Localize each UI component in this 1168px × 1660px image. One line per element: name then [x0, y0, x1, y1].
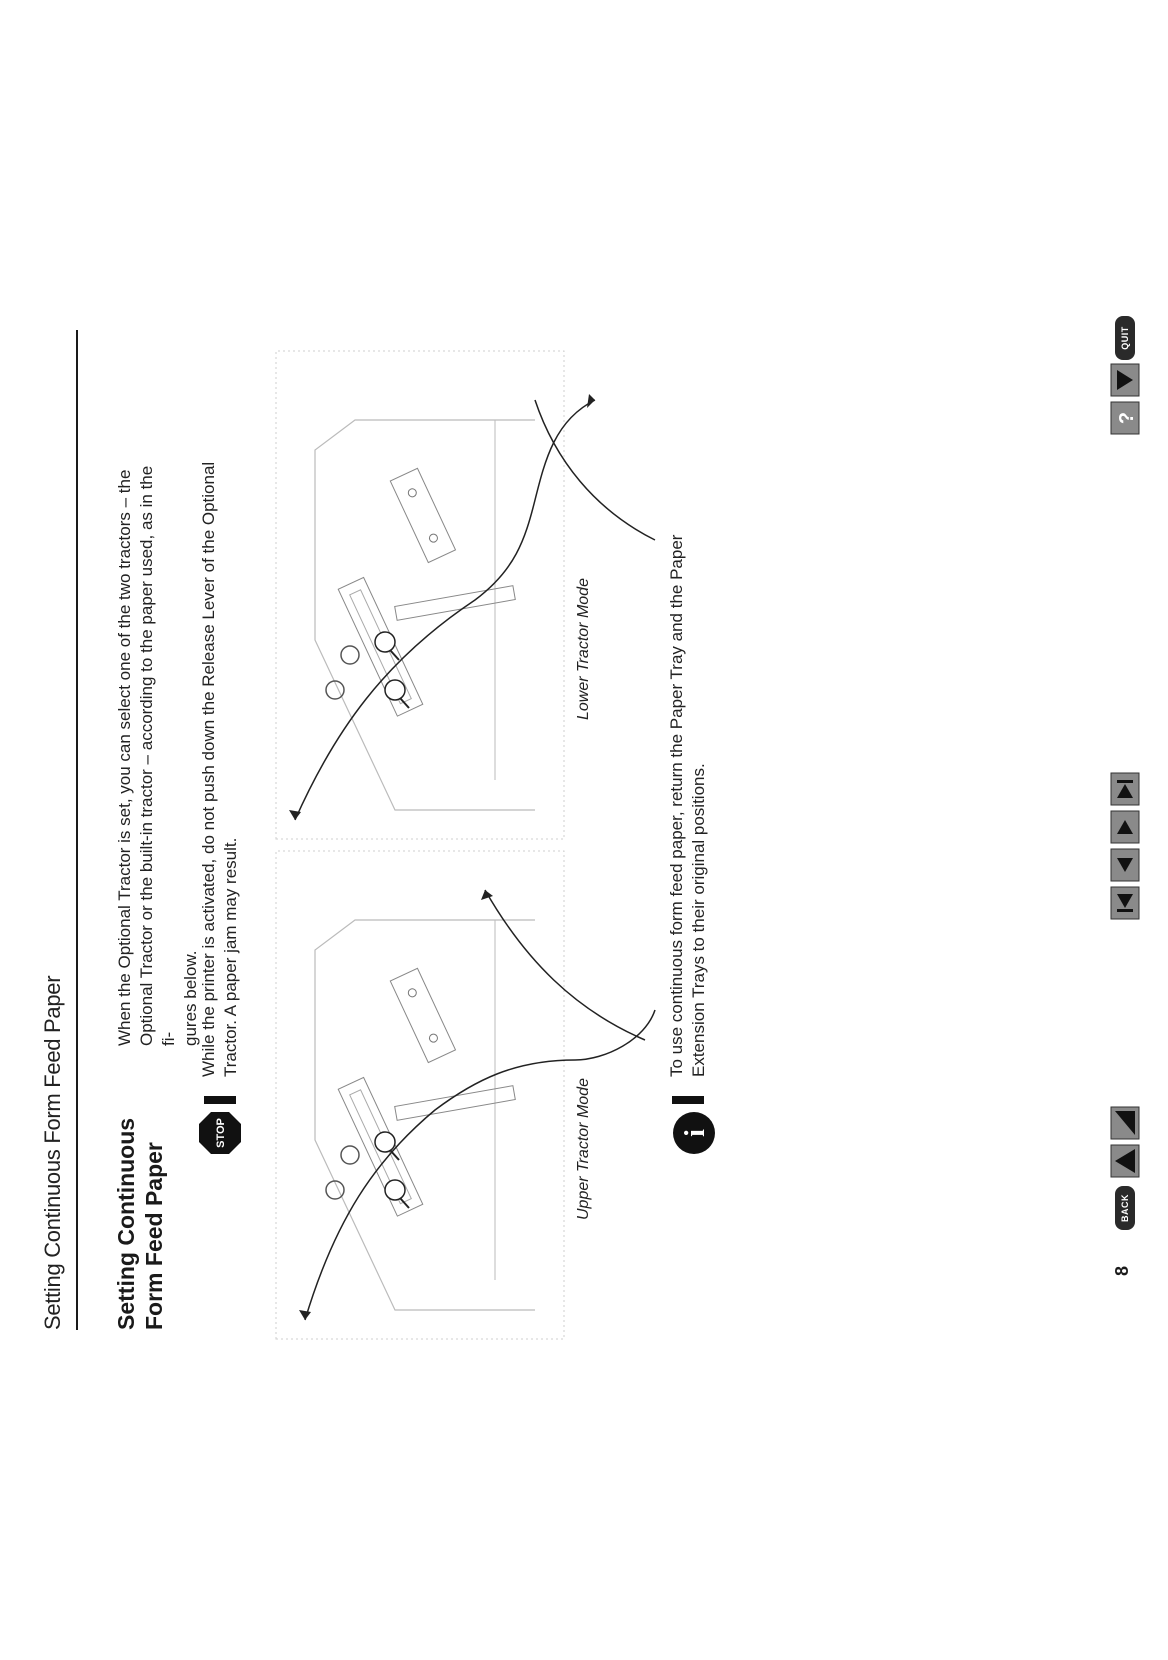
warning-line1: While the printer is activated, do not push down the Release Lever of the Optional: [199, 461, 218, 1077]
stop-icon-label: STOP: [215, 1118, 227, 1148]
upper-tractor-caption: Upper Tractor Mode: [575, 1078, 592, 1220]
first-page-icon[interactable]: [1110, 886, 1140, 920]
help-icon-label: ?: [1116, 411, 1138, 425]
intro-line1: When the Optional Tractor is set, you can select one of the two tractors – the: [115, 469, 134, 1046]
down-arrow-icon[interactable]: [1110, 363, 1140, 397]
back-button[interactable]: [1110, 1180, 1140, 1230]
help-icon[interactable]: [1110, 401, 1140, 435]
header-rule: [76, 330, 78, 1330]
intro-paragraph: [114, 456, 202, 1046]
page-header-title: Setting Continuous Form Feed Paper: [40, 975, 65, 1330]
note-paragraph: [666, 377, 710, 1077]
note-line2: Extension Trays to their original positions.: [689, 763, 708, 1077]
quit-button[interactable]: [1110, 310, 1140, 360]
previous-page-icon[interactable]: [1110, 848, 1140, 882]
next-view-icon[interactable]: [1110, 1106, 1140, 1140]
prev-view-icon[interactable]: [1110, 1144, 1140, 1178]
note-line1: To use continuous form feed paper, return the Paper Tray and the Paper: [667, 534, 686, 1077]
info-icon-label: i: [680, 1129, 711, 1137]
note-bar: [672, 1096, 704, 1104]
warning-line2: Tractor. A paper jam may result.: [221, 837, 240, 1077]
intro-line2: Optional Tractor or the built-in tractor – according to the paper used, as in the fi-: [137, 465, 178, 1046]
warning-paragraph: [198, 377, 242, 1077]
lower-tractor-diagram: [275, 350, 665, 840]
section-title-line2: Form Feed Paper: [141, 1142, 167, 1330]
last-page-icon[interactable]: [1110, 772, 1140, 806]
next-page-icon[interactable]: [1110, 810, 1140, 844]
info-icon: [672, 1111, 716, 1155]
lower-tractor-figure: [275, 350, 665, 840]
upper-tractor-diagram: [275, 850, 665, 1340]
warning-bar: [204, 1096, 236, 1104]
quit-button-label: QUIT: [1115, 316, 1135, 360]
stop-icon: [198, 1111, 242, 1155]
upper-tractor-figure: [275, 850, 665, 1340]
section-title-line1: Setting Continuous: [113, 1117, 139, 1330]
back-button-label: BACK: [1115, 1186, 1135, 1230]
page-number: 8: [1112, 1265, 1132, 1276]
lower-tractor-caption: Lower Tractor Mode: [575, 578, 592, 720]
intro-line3: gures below.: [181, 950, 200, 1046]
